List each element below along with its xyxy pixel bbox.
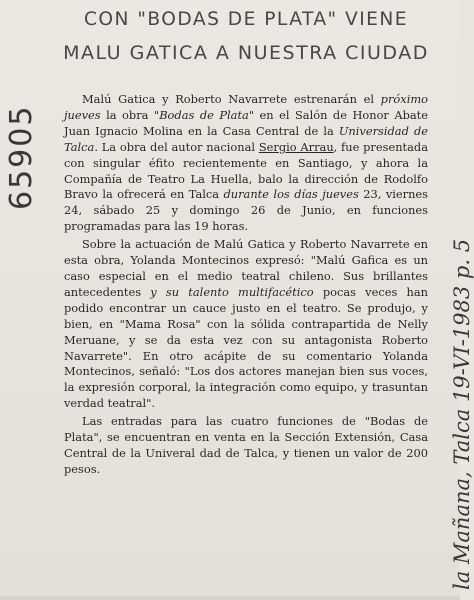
- article-paragraph-3: Las entradas para las cuatro funciones de "Bodas de Plata", se encuentran en venta en la Sección Extensión, Casa Central de la Univeral dad de Talca, y tienen un valor de 200 pesos.: [64, 414, 428, 476]
- text-run: la obra ": [100, 107, 160, 122]
- text-run: Sobre la actuación de Malú Gatica y Roberto Navarrete en esta obra, Yolanda Montecinos expresó: "Malú Gafica es un caso especial en el medio teatral chileno. Sus brillantes antecedentes: [64, 237, 428, 299]
- text-run: . La obra del autor nacional: [94, 139, 259, 154]
- text-run-italic: Universidad de Talca: [64, 123, 429, 154]
- text-run: " en el Salón de Honor Abate Juan Ignacio Molina en la Casa Central de la: [64, 107, 428, 138]
- text-run: , fue presentada con singular éfito recientemente en Santiago, y ahora la Compañía de Teatro La Huella, balo la dirección de Rodolfo Bravo la ofrecerá en Talca: [64, 139, 428, 202]
- text-run: pocas veces han podido encontrar un cauce justo en el teatro. Se produjo, y bien, en "Mama Rosa" con la sólida contrapartida de Nelly Meruane, y se da esta vez con su antagonista Roberto Navarrete". En otro acápite de su comentario Yolanda Montecinos, señaló: "Los dos actores manejan bien sus voces, la expresión corporal, la integración como equipo, y trasuntan verdad teatral".: [64, 284, 428, 411]
- headline-line-2: MALU GATICA A NUESTRA CIUDAD: [63, 42, 429, 64]
- text-run-italic: durante los días jueves: [223, 187, 359, 202]
- text-run-italic: y su talento multifacético: [150, 284, 314, 299]
- article-paragraph-2: [64, 237, 428, 412]
- text-run: 23, viernes 24, sábado 25 y domingo 26 de Junio, en funciones programadas para las 19 horas.: [64, 187, 428, 234]
- text-run-italic: próximo jueves: [64, 92, 428, 122]
- author-name: Sergio Arrau: [258, 139, 334, 154]
- article-body: [64, 92, 428, 480]
- page-edge: [0, 596, 460, 600]
- text-run: Malú Gatica y Roberto Navarrete estrenarán el: [82, 92, 381, 106]
- article-paragraph-1: [64, 92, 428, 235]
- headline-line-1: CON "BODAS DE PLATA" VIENE: [83, 8, 409, 30]
- play-title: Bodas de Plata: [159, 107, 249, 122]
- handwritten-catalog-number: 65905: [4, 104, 39, 210]
- handwritten-source-note: la Mañana, Talca 19-VI-1983 p. 5: [450, 238, 474, 590]
